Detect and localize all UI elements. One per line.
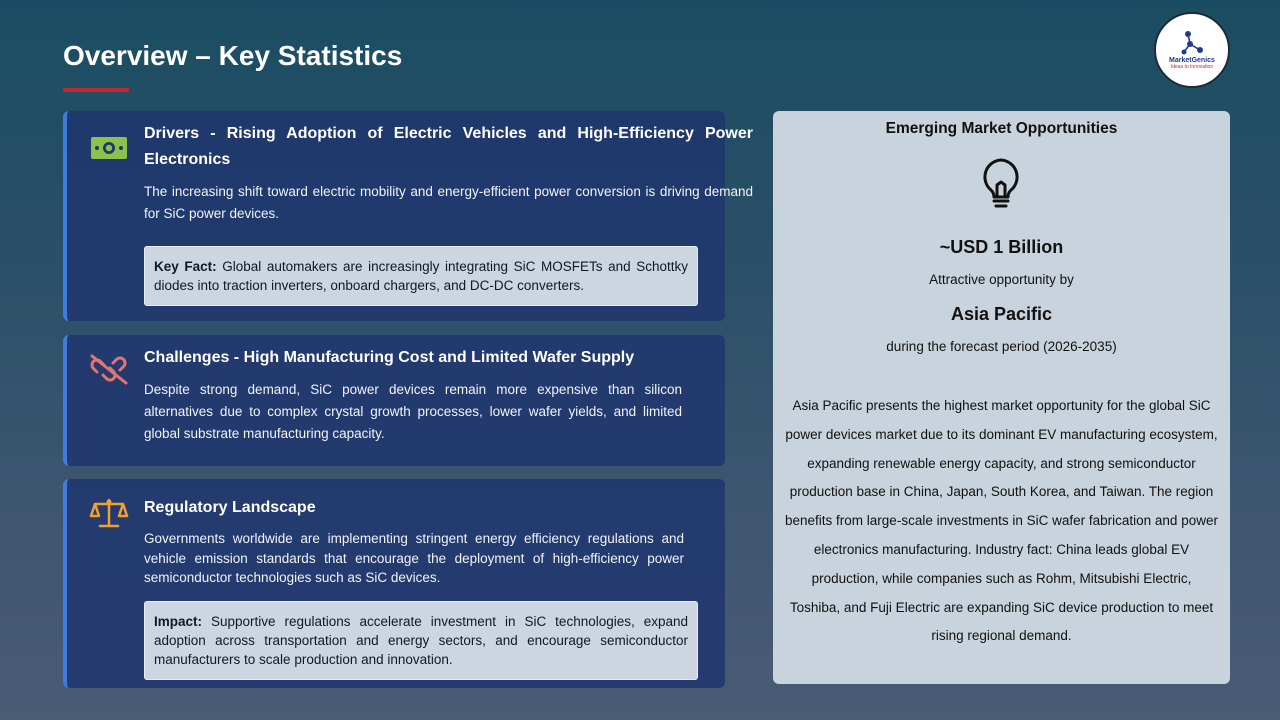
impact-label: Impact:: [154, 614, 203, 629]
key-fact-label: Key Fact:: [154, 259, 217, 274]
opportunity-panel: [773, 111, 1230, 684]
key-fact-box: [144, 246, 698, 306]
opportunity-description: Asia Pacific presents the highest market opportunity for the global SiC power devices market due to its dominant EV manufacturing ecosystem, expanding renewable energy capacity, and strong semiconductor production base in China, Japan, South Korea, and Taiwan. The region benefits from large-scale investments in SiC wafer fabrication and power electronics manufacturing. Industry fact: China leads global EV production, while companies such as Rohm, Mitsubishi Electric, Toshiba, and Fuji Electric are expanding SiC device production to meet rising regional demand.: [785, 398, 1218, 644]
regulatory-body: Governments worldwide are implementing stringent energy efficiency regulations and vehicle emission standards that encourage the deployment of high-efficiency power semiconductor technologies such as SiC devices.: [144, 531, 684, 585]
drivers-body: The increasing shift toward electric mobility and energy-efficient power conversion is driving demand for SiC power devices.: [144, 184, 753, 221]
logo-name: MarketGenics: [1169, 57, 1215, 64]
impact-text: Supportive regulations accelerate investment in SiC technologies, expand adoption across transportation and energy sectors, and encourage semiconductor manufacturers to scale production and innovation.: [154, 614, 688, 667]
key-fact-text: Global automakers are increasingly integrating SiC MOSFETs and Schottky diodes into traction inverters, onboard chargers, and DC-DC converters.: [154, 259, 688, 293]
company-logo: [1154, 12, 1230, 88]
page-title: Overview – Key Statistics: [63, 40, 403, 71]
lightbulb-icon: [979, 157, 1023, 209]
challenges-title: Challenges - High Manufacturing Cost and Limited Wafer Supply: [144, 349, 635, 366]
logo-tagline: Ideas to Innovation: [1170, 64, 1214, 70]
money-icon: [89, 131, 129, 163]
challenges-card: [63, 335, 725, 466]
drivers-title: Drivers - Rising Adoption of Electric Vehicles and High-Efficiency Power Electronics: [144, 125, 753, 168]
opportunity-title: Emerging Market Opportunities: [885, 120, 1118, 137]
opportunity-region: Asia Pacific: [950, 304, 1053, 324]
opportunity-line1: Attractive opportunity by: [929, 272, 1074, 287]
title-underline: [63, 88, 129, 92]
impact-box: [144, 601, 698, 680]
network-logo-icon: [1180, 30, 1204, 56]
opportunity-line2: during the forecast period (2026-2035): [886, 339, 1117, 354]
scales-icon: [89, 497, 129, 529]
broken-link-icon: [89, 353, 129, 385]
regulatory-card: [63, 479, 725, 688]
challenges-body: Despite strong demand, SiC power devices remain more expensive than silicon alternatives due to complex crystal growth processes, lower wafer yields, and limited global substrate manufacturing capacity.: [144, 382, 682, 441]
regulatory-title: Regulatory Landscape: [144, 499, 316, 516]
drivers-card: [63, 111, 753, 321]
opportunity-value: ~USD 1 Billion: [939, 237, 1064, 257]
